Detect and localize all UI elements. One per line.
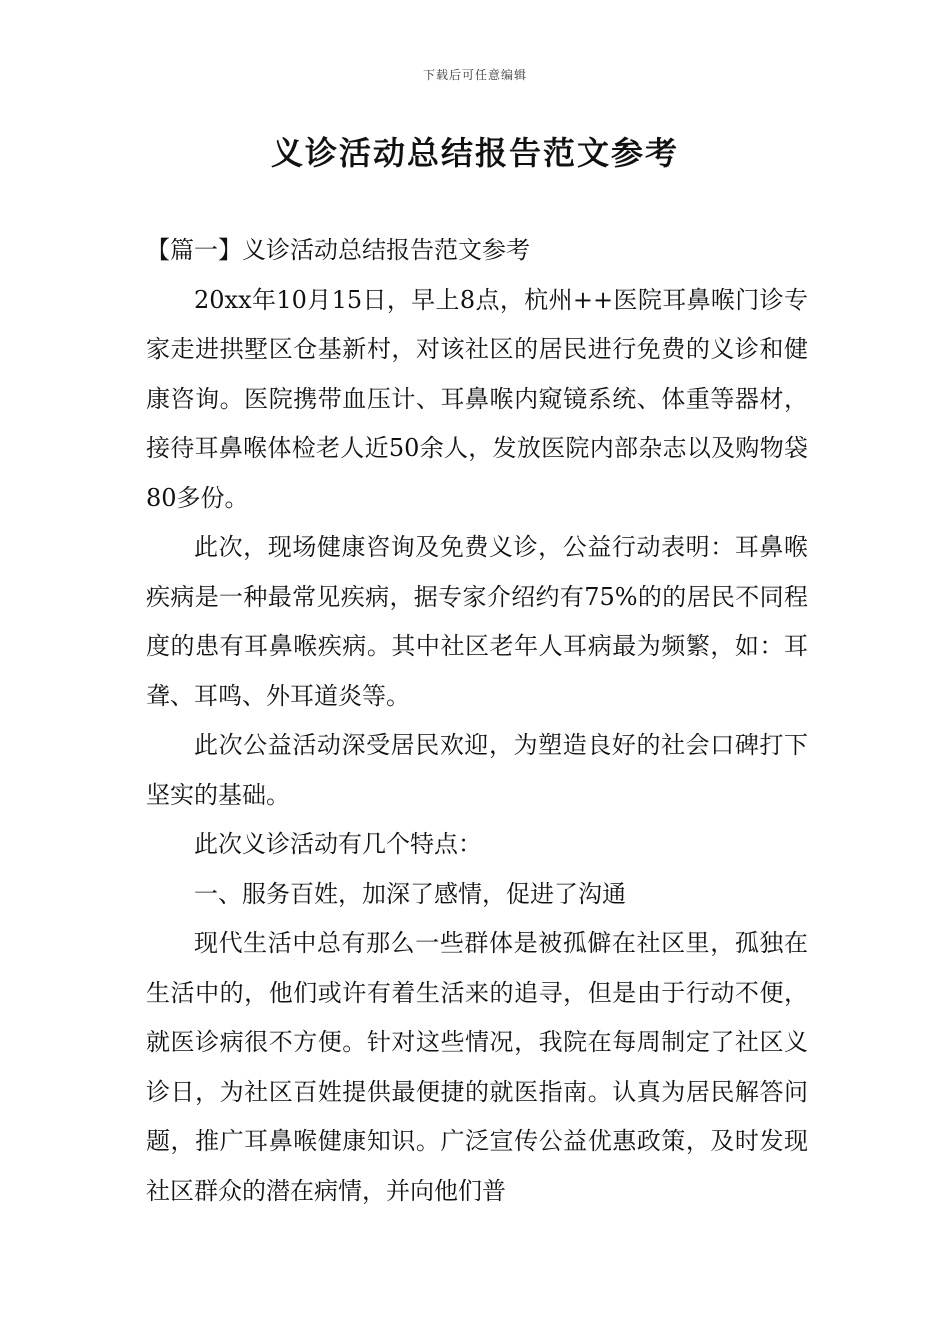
paragraph-2: 此次，现场健康咨询及免费义诊，公益行动表明：耳鼻喉疾病是一种最常见疾病，据专家介绍约有75%的的居民不同程度的患有耳鼻喉疾病。其中社区老年人耳病最为频繁，如：耳聋、耳鸣、外耳道炎等。	[146, 533, 808, 710]
section-heading: 【篇一】义诊活动总结报告范文参考	[146, 236, 530, 264]
document-body	[146, 226, 808, 1216]
header-note: 下载后可任意编辑	[422, 68, 527, 82]
paragraph-4: 此次义诊活动有几个特点：	[194, 830, 482, 858]
subheading-1: 一、服务百姓，加深了感情，促进了沟通	[194, 879, 626, 908]
paragraph-1: 20xx年10月15日，早上8点，杭州++医院耳鼻喉门诊专家走进拱墅区仓基新村，对该社区的居民进行免费的义诊和健康咨询。医院携带血压计、耳鼻喉内窥镜系统、体重等器材，接待耳鼻喉体检老人近50余人，发放医院内部杂志以及购物袋80多份。	[146, 285, 808, 512]
paragraph-3: 此次公益活动深受居民欢迎，为塑造良好的社会口碑打下坚实的基础。	[146, 731, 808, 809]
document-title: 义诊活动总结报告范文参考	[270, 134, 679, 172]
paragraph-5: 现代生活中总有那么一些群体是被孤僻在社区里，孤独在生活中的，他们或许有着生活来的追寻，但是由于行动不便，就医诊病很不方便。针对这些情况，我院在每周制定了社区义诊日，为社区百姓提供最便捷的就医指南。认真为居民解答问题，推广耳鼻喉健康知识。广泛宣传公益优惠政策，及时发现社区群众的潜在病情，并向他们普	[146, 929, 808, 1205]
